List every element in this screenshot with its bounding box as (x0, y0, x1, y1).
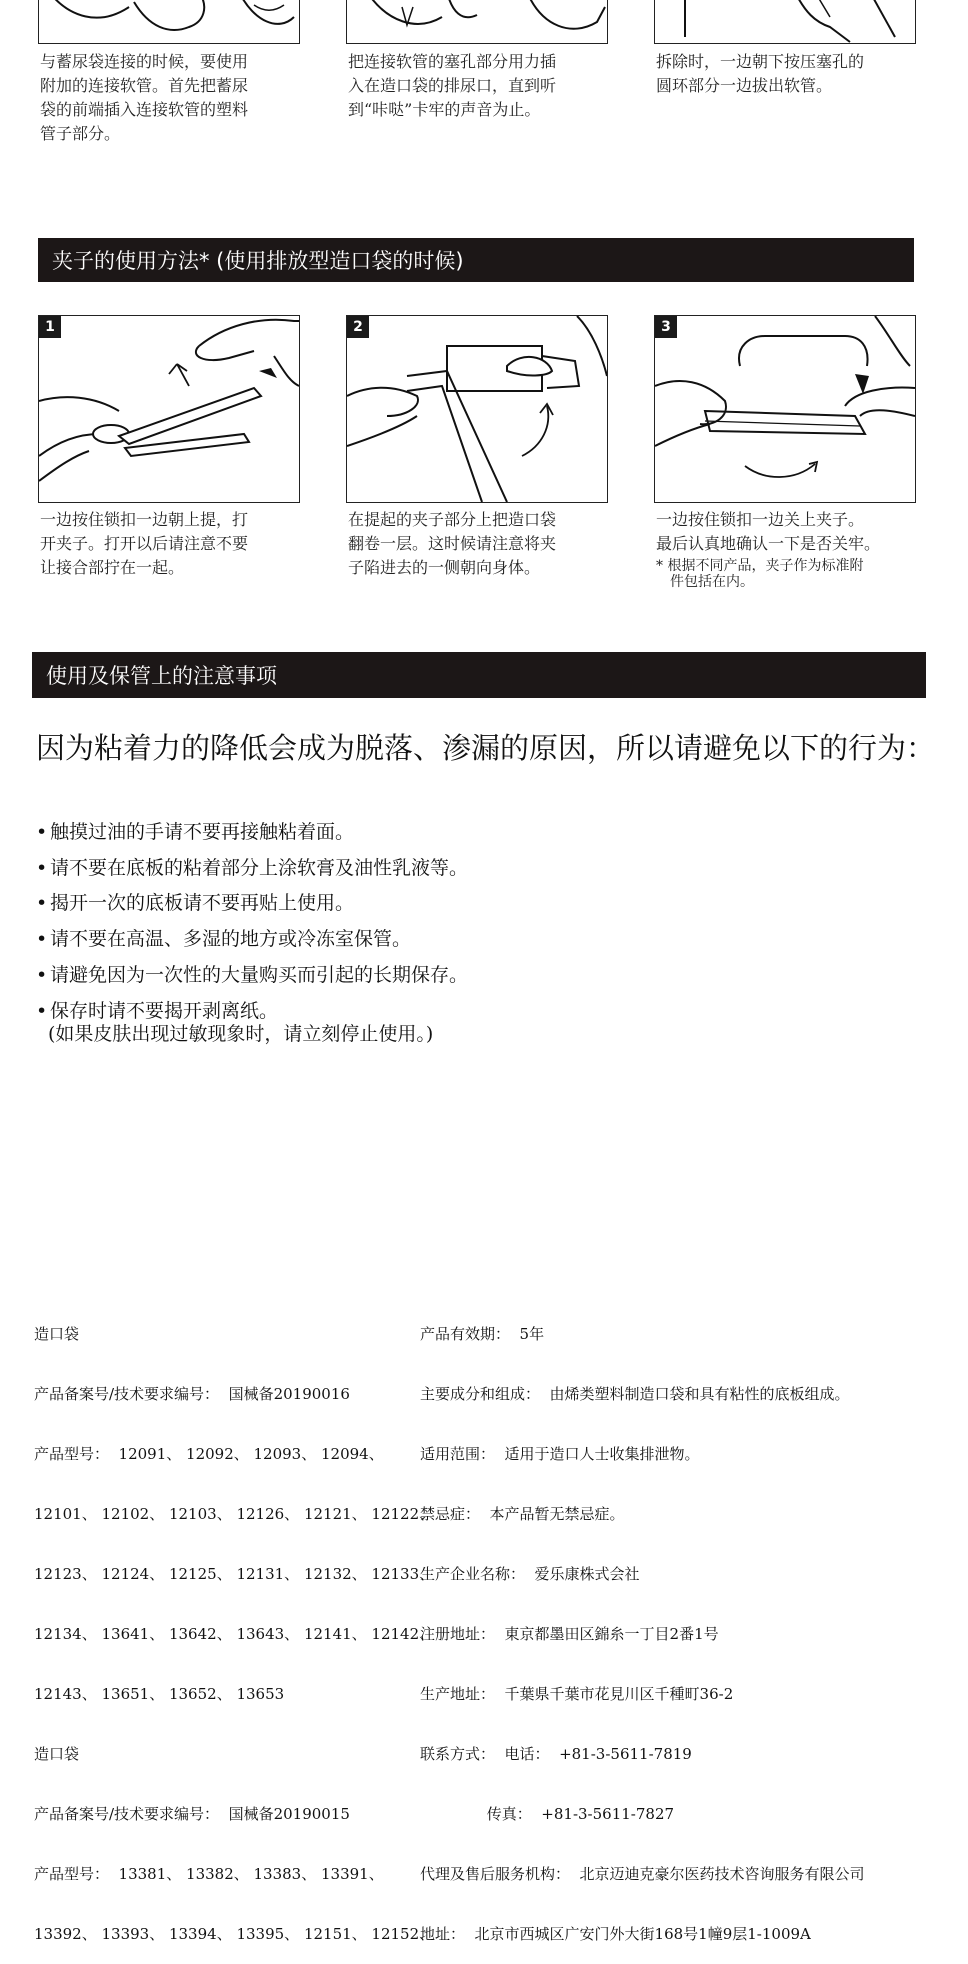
clip-step-2-caption: 在提起的夹子部分上把造口袋 翻卷一层。这时候请注意将夹 子陷进去的一侧朝向身体。 (348, 510, 557, 577)
info-line: 注册地址： 東京都墨田区錦糸一丁目2番1号 (420, 1625, 719, 1643)
bullet-icon: • (36, 1000, 48, 1022)
precautions-header (32, 652, 926, 698)
info-line: 造口袋 (34, 1325, 80, 1343)
info-line: 12134、 13641、 13642、 13643、 12141、 12142、 (34, 1625, 435, 1643)
clip-step-1-number: 1 (39, 316, 61, 338)
precautions-title: 使用及保管上的注意事项 (46, 664, 277, 688)
info-line: 禁忌症： 本产品暂无禁忌症。 (420, 1505, 625, 1523)
top-illustration-3 (654, 0, 916, 44)
precaution-item: • 请不要在高温、多湿的地方或冷冻室保管。 (36, 928, 412, 950)
close-clip-illustration (655, 316, 915, 502)
top-illustration-1 (38, 0, 300, 44)
info-line: 联系方式： 电话： +81-3-5611-7819 (420, 1745, 692, 1763)
clip-section-title: 夹子的使用方法* (使用排放型造口袋的时候) (52, 249, 464, 273)
clip-step-2-illustration (346, 315, 608, 503)
info-line: 产品备案号/技术要求编号： 国械备20190015 (34, 1805, 350, 1823)
info-line: 12123、 12124、 12125、 12131、 12132、 12133、 (34, 1565, 435, 1583)
top-step-2-caption: 把连接软管的塞孔部分用力插 入在造口袋的排尿口，直到听 到“咔哒”卡牢的声音为止。 (348, 52, 557, 119)
product-info-left (34, 1284, 435, 1964)
info-line: 主要成分和组成： 由烯类塑料制造口袋和具有粘性的底板组成。 (420, 1385, 850, 1403)
tube-removal-illustration (655, 0, 915, 43)
top-step-1-caption: 与蓄尿袋连接的时候，要使用 附加的连接软管。首先把蓄尿 袋的前端插入连接软管的塑料 管子部分。 (40, 52, 249, 143)
hand-connecting-tube-illustration (39, 0, 299, 43)
info-line: 地址： 北京市西城区广安门外大街168号1幢9层1-1009A (420, 1925, 811, 1943)
allergy-note: (如果皮肤出现过敏现象时，请立刻停止使用。) (48, 1023, 434, 1045)
clip-step-1-caption: 一边按住锁扣一边朝上提，打 开夹子。打开以后请注意不要 让接合部拧在一起。 (40, 510, 249, 577)
open-clip-illustration (39, 316, 299, 502)
clip-step-3-number: 3 (655, 316, 677, 338)
precaution-item: • 请避免因为一次性的大量购买而引起的长期保存。 (36, 964, 469, 986)
clip-step-3-note: * 根据不同产品，夹子作为标准附 件包括在内。 (656, 558, 864, 590)
info-line: 适用范围： 适用于造口人士收集排泄物。 (420, 1445, 700, 1463)
info-line: 产品型号： 12091、 12092、 12093、 12094、 (34, 1445, 384, 1463)
clip-step-1-illustration (38, 315, 300, 503)
clip-step-2-number: 2 (347, 316, 369, 338)
info-line: 12101、 12102、 12103、 12126、 12121、 12122、 (34, 1505, 435, 1523)
info-line: 生产企业名称： 爱乐康株式会社 (420, 1565, 640, 1583)
precautions-intro: 因为粘着力的降低会成为脱落、渗漏的原因，所以请避免以下的行为： (36, 731, 936, 765)
precaution-item: • 揭开一次的底板请不要再贴上使用。 (36, 892, 355, 914)
bullet-icon: • (36, 857, 48, 879)
precaution-item: • 请不要在底板的粘着部分上涂软膏及油性乳液等。 (36, 857, 469, 879)
precaution-item: • 保存时请不要揭开剥离纸。 (36, 1000, 279, 1022)
info-line: 传真： +81-3-5611-7827 (420, 1805, 675, 1823)
clip-step-3-illustration (654, 315, 916, 503)
info-line: 13392、 13393、 13394、 13395、 12151、 12152、 (34, 1925, 435, 1943)
info-line: 产品型号： 13381、 13382、 13383、 13391、 (34, 1865, 384, 1883)
info-line: 代理及售后服务机构： 北京迈迪克豪尔医药技术咨询服务有限公司 (420, 1865, 865, 1883)
info-line: 产品备案号/技术要求编号： 国械备20190016 (34, 1385, 350, 1403)
info-line: 12143、 13651、 13652、 13653 (34, 1685, 285, 1703)
clip-step-3-caption: 一边按住锁扣一边关上夹子。 最后认真地确认一下是否关牢。 (656, 510, 881, 553)
product-info-right (420, 1284, 950, 1964)
top-illustration-2 (346, 0, 608, 44)
bullet-icon: • (36, 964, 48, 986)
precaution-item: • 触摸过油的手请不要再接触粘着面。 (36, 821, 355, 843)
info-line: 造口袋 (34, 1745, 80, 1763)
bullet-icon: • (36, 892, 48, 914)
clip-section-header (38, 238, 914, 282)
info-line: 产品有效期： 5年 (420, 1325, 545, 1343)
top-step-3-caption: 拆除时，一边朝下按压塞孔的 圆环部分一边拔出软管。 (656, 52, 865, 95)
roll-pouch-illustration (347, 316, 607, 502)
bullet-icon: • (36, 928, 48, 950)
tube-insert-illustration (347, 0, 607, 43)
info-line: 生产地址： 千葉県千葉市花見川区千種町36-2 (420, 1685, 734, 1703)
bullet-icon: • (36, 821, 48, 843)
